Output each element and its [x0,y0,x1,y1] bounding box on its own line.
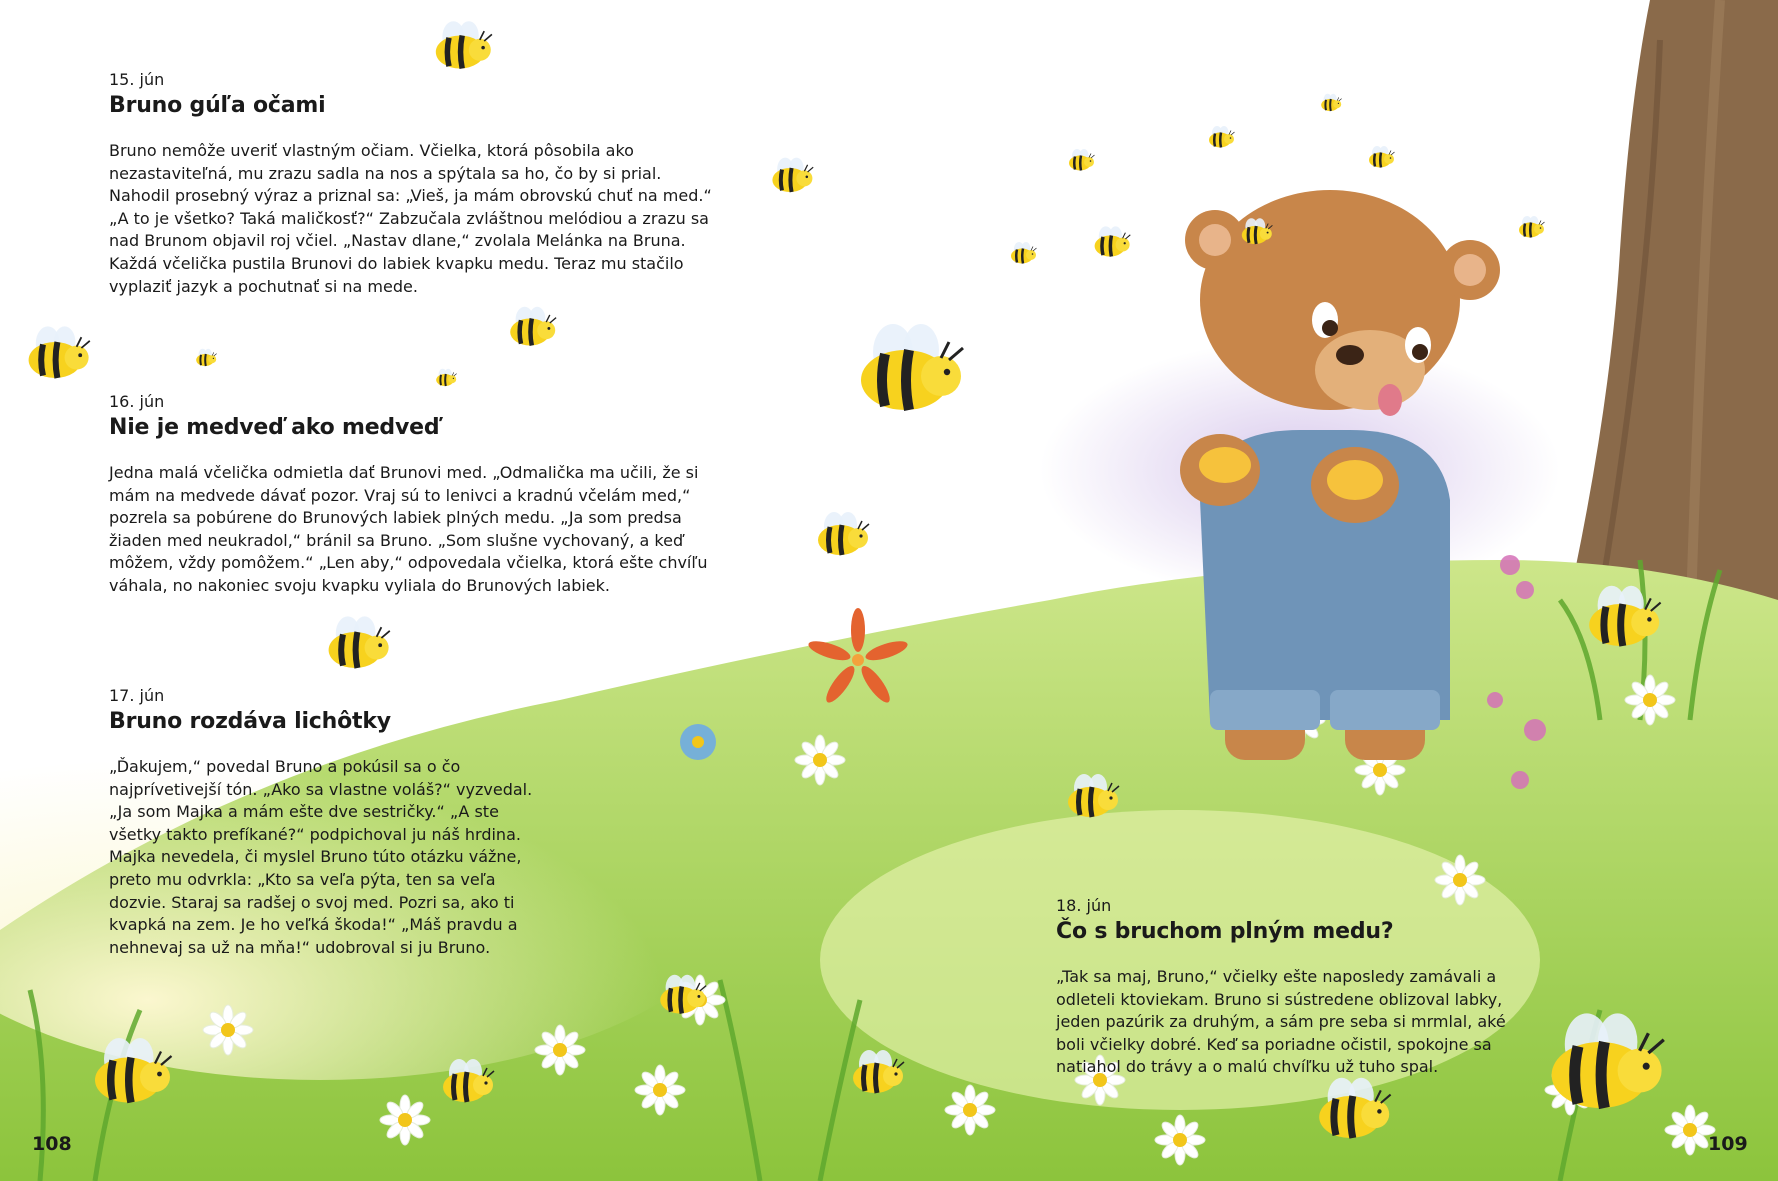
story-june-16 [109,392,729,598]
story-june-15 [109,70,719,298]
story-title: Bruno gúľa očami [109,93,326,118]
page-number-right: 109 [1708,1133,1748,1155]
story-june-17 [109,686,549,959]
story-date: 16. jún [109,392,165,411]
story-body: „Tak sa maj, Bruno,“ včielky ešte naposledy zamávali a odleteli ktoviekam. Bruno si sústredene oblizoval labky, jeden pazúrik za druhým, a sám pre seba si mrmlal, aké boli včielky dobré. Keď sa poriadne očistil, spokojne sa natiahol do trávy a o malú chvíľku už tuho spal. [1056,967,1506,1077]
story-date: 17. jún [109,686,165,705]
story-title: Nie je medveď ako medveď [109,415,440,440]
story-date: 18. jún [1056,896,1112,915]
story-title: Čo s bruchom plným medu? [1056,919,1394,944]
story-body: „Ďakujem,“ povedal Bruno a pokúsil sa o čo najprívetivejší tón. „Ako sa vlastne voláš?“ vyzvedal. „Ja som Majka a mám ešte dve sestričky.“ „A ste všetky takto prefíkané?“ podpichoval ju náš hrdina. Majka nevedela, či myslel Bruno túto otázku vážne, preto mu odvrkla: „Kto sa veľa pýta, ten sa veľa dozvie. Staraj sa radšej o svoj med. Pozri sa, ako ti kvapká na zem. Je ho veľká škoda!“ „Máš pravdu a nehnevaj sa už na mňa!“ udobroval si ju Bruno. [109,757,533,957]
story-title: Bruno rozdáva lichôtky [109,709,391,734]
story-june-18 [1056,896,1506,1079]
story-date: 15. jún [109,70,165,89]
story-body: Jedna malá včelička odmietla dať Brunovi med. „Odmalička ma učili, že si mám na medvede dávať pozor. Vraj sú to lenivci a kradnú včelám med,“ pozrela sa pobúrene do Brunových labiek plných medu. „Ja som predsa žiaden med neukradol,“ bránil sa Bruno. „Som slušne vychovaný, a keď môžem, vždy pomôžem.“ „Len aby,“ odpovedala včielka, ktorá ešte chvíľu váhala, no nakoniec svoju kvapku vyliala do Brunových labiek. [109,463,708,595]
story-body: Bruno nemôže uveriť vlastným očiam. Včielka, ktorá pôsobila ako nezastaviteľná, mu zrazu sadla na nos a spýtala sa ho, čo by si prial. Nahodil prosebný výraz a priznal sa: „Vieš, ja mám obrovskú chuť na med.“ „A to je všetko? Taká maličkosť?“ Zabzučala zvláštnou melódiou a zrazu sa nad Brunom objavil roj včiel. „Nastav dlane,“ zvolala Melánka na Bruna. Každá včelička pustila Brunovi do labiek kvapku medu. Teraz mu stačilo vyplaziť jazyk a pochutnať si na mede. [109,141,712,296]
page-number-left: 108 [32,1133,72,1155]
